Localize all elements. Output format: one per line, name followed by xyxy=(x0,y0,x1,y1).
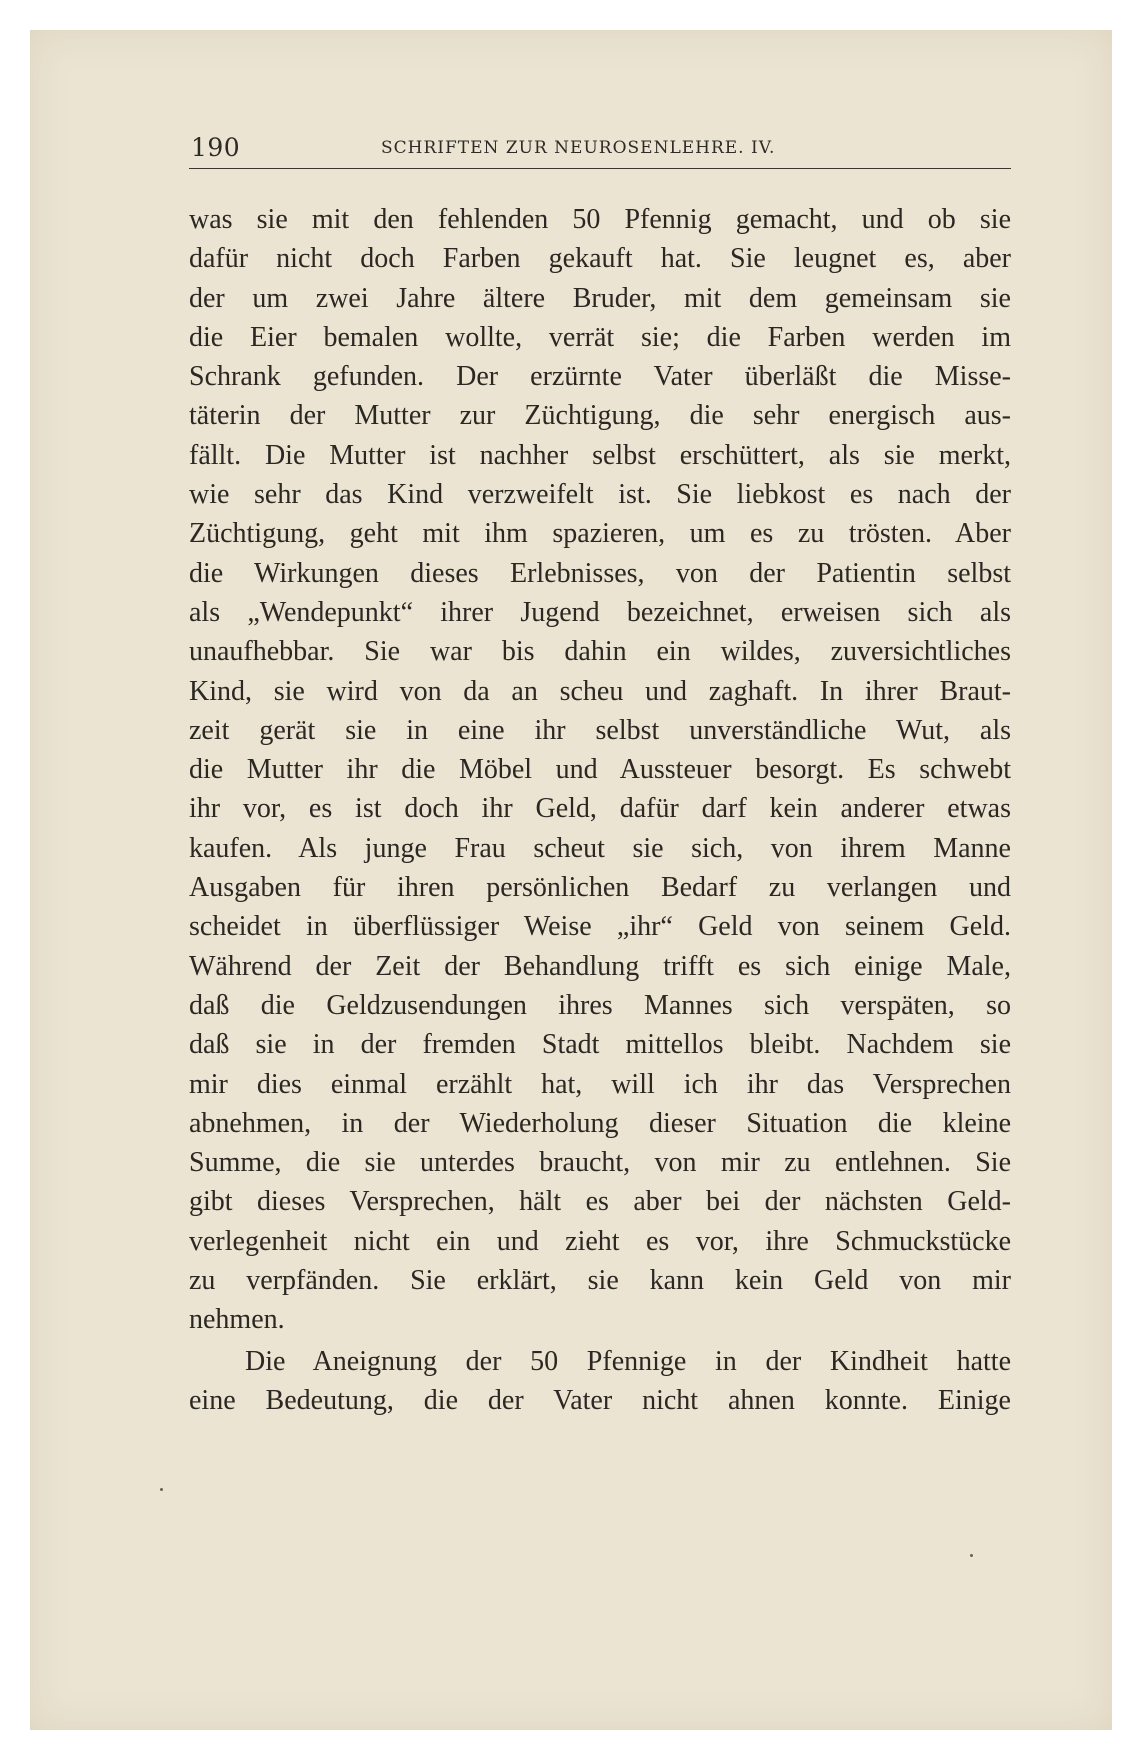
text-line: was sie mit den fehlenden 50 Pfennig gemacht, und ob sie xyxy=(189,204,1011,235)
text-line: gibt dieses Versprechen, hält es aber bei der nächsten Geld- xyxy=(189,1186,1011,1218)
text-line: Während der Zeit der Behandlung trifft es sich einige Male, xyxy=(189,950,1011,982)
text-line: unaufhebbar. Sie war bis dahin ein wildes, zuversichtliches xyxy=(189,636,1011,668)
text-line: daß die Geldzusendungen ihres Mannes sich verspäten, so xyxy=(189,989,1011,1021)
page-header xyxy=(189,128,1011,169)
paper-speck xyxy=(970,1554,973,1557)
text-line: ihr vor, es ist doch ihr Geld, dafür darf kein anderer etwas xyxy=(189,793,1011,825)
text-line: der um zwei Jahre ältere Bruder, mit dem gemeinsam sie xyxy=(189,282,1011,314)
text-line: Summe, die sie unterdes braucht, von mir zu entlehnen. Sie xyxy=(189,1147,1011,1179)
text-line: fällt. Die Mutter ist nachher selbst erschüttert, als sie merkt, xyxy=(189,439,1011,471)
text-line: mir dies einmal erzählt hat, will ich ihr das Versprechen xyxy=(189,1068,1011,1100)
text-line: zu verpfänden. Sie erklärt, sie kann kein Geld von mir xyxy=(189,1265,1011,1297)
text-line: eine Bedeutung, die der Vater nicht ahnen konnte. Einige xyxy=(189,1384,1011,1416)
text-line: die Wirkungen dieses Erlebnisses, von der Patientin selbst xyxy=(189,557,1011,589)
text-line: dafür nicht doch Farben gekauft hat. Sie leugnet es, aber xyxy=(189,243,1011,275)
text-line: die Eier bemalen wollte, verrät sie; die Farben werden im xyxy=(189,321,1011,353)
text-line: Züchtigung, geht mit ihm spazieren, um es zu trösten. Aber xyxy=(189,518,1011,550)
text-line: scheidet in überflüssiger Weise „ihr“ Geld von seinem Geld. xyxy=(189,911,1011,943)
page-number: 190 xyxy=(191,133,241,162)
paper-speck xyxy=(160,1488,163,1491)
text-line: Ausgaben für ihren persönlichen Bedarf zu verlangen und xyxy=(189,872,1011,904)
paragraph-1 xyxy=(189,200,1011,1340)
body-text xyxy=(189,200,1011,1420)
text-line: täterin der Mutter zur Züchtigung, die sehr energisch aus- xyxy=(189,400,1011,432)
text-line: Kind, sie wird von da an scheu und zaghaft. In ihrer Braut- xyxy=(189,675,1011,707)
text-line: kaufen. Als junge Frau scheut sie sich, von ihrem Manne xyxy=(189,832,1011,864)
text-line: wie sehr das Kind verzweifelt ist. Sie liebkost es nach der xyxy=(189,479,1011,511)
text-line: daß sie in der fremden Stadt mittellos bleibt. Nachdem sie xyxy=(189,1029,1011,1061)
text-line: die Mutter ihr die Möbel und Aussteuer besorgt. Es schwebt xyxy=(189,754,1011,786)
paragraph-2 xyxy=(189,1342,1011,1421)
text-line: verlegenheit nicht ein und zieht es vor, ihre Schmuckstücke xyxy=(189,1225,1011,1257)
text-line: als „Wendepunkt“ ihrer Jugend bezeichnet, erweisen sich als xyxy=(189,596,1011,628)
text-line: abnehmen, in der Wiederholung dieser Situation die kleine xyxy=(189,1107,1011,1139)
text-line: zeit gerät sie in eine ihr selbst unverständliche Wut, als xyxy=(189,714,1011,746)
running-head: SCHRIFTEN ZUR NEUROSENLEHRE. IV. xyxy=(381,138,776,158)
text-line: Die Aneignung der 50 Pfennige in der Kindheit hatte xyxy=(245,1345,1011,1377)
text-line: Schrank gefunden. Der erzürnte Vater überläßt die Misse- xyxy=(189,361,1011,393)
text-line: nehmen. xyxy=(189,1304,285,1336)
